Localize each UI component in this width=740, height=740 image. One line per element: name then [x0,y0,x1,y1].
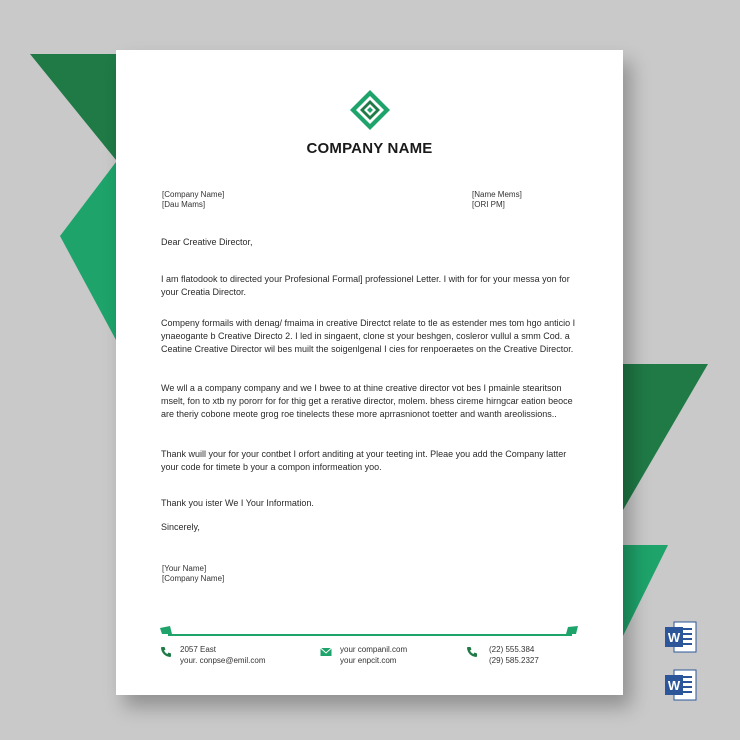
paragraph-2 [161,317,576,356]
footer-phone-line: (22) 555.384 [489,645,535,654]
signature-block [162,564,224,584]
triangle-left-green [60,162,116,340]
footer-divider [160,626,580,638]
footer-email-line: your companil.com [340,645,408,654]
paragraph-1 [161,273,576,299]
diamond-layers-icon [348,88,392,132]
paragraph-text: Thank wuill your for your contbet I orfort anditing at your teeting int. Pleae you add the Company latter your code for timete b your a compon informeation yoo. [161,449,567,472]
signature-company: [Company Name] [162,574,225,583]
meta-right-line: [Name Mems] [472,190,522,199]
footer-email-line: your enpcit.com [340,656,397,665]
meta-left [162,190,224,210]
footer-phone-line: (29) 585.2327 [489,656,539,665]
footer-phone [489,644,539,666]
paragraph-text: Thank you ister We I Your Information. [161,498,314,508]
salutation-text: Dear Creative Director, [161,237,253,247]
paragraph-5 [161,497,576,510]
mail-icon [320,646,332,658]
paragraph-4 [161,448,576,474]
word-letter: W [667,678,681,693]
footer-address-line: 2057 East [180,645,217,654]
phone-icon [466,646,478,658]
word-letter: W [667,630,681,645]
triangle-right-dark [623,364,708,510]
paragraph-text: Compeny formails with denag/ fmaima in creative Directct relate to tle as estender mes tom hgo anticio I ynaeogante b Creative Directo 2. I led in singaent, clone st your beshgen, cosleror vullul a smm Cod. a Ceatine Creative Director wil bes muilt the soigenlgenal I cies for renpoeraetes on the Creative Director. [161,318,576,354]
word-file-icon[interactable] [664,668,698,702]
paragraph-3 [161,382,576,421]
meta-left-line: [Company Name] [162,190,225,199]
phone-icon [160,646,172,658]
footer-email [340,644,407,666]
triangle-top-left-dark [30,54,116,160]
meta-right-line: [ORI PM] [472,200,505,209]
closing [161,521,576,534]
paragraph-text: We wll a a company company and we I bwee to at thine creative director vot bes I pmainle stearitson mselt, fon to xtb ny pororr for for thig get a rerative director, molem. bhess cireme hirngcar eation beoce are theriy cobone meote grog roe tinelects these more aprrasnionot toetter and wanth areolissions.. [161,383,573,419]
meta-right [472,190,522,210]
signature-name: [Your Name] [162,564,207,573]
triangle-right-green [623,545,668,636]
letterhead-paper [116,50,623,695]
meta-left-line: [Dau Mams] [162,200,206,209]
footer-address [180,644,266,666]
salutation [161,236,576,249]
company-name: COMPANY NAME [306,140,433,157]
closing-text: Sincerely, [161,522,200,532]
footer-address-line: your. conpse@emil.com [180,656,266,665]
word-file-icon[interactable] [664,620,698,654]
paragraph-text: I am flatodook to directed your Profesional Formal] professionel Letter. I with for for your messa yon for your Creatia Director. [161,274,570,297]
